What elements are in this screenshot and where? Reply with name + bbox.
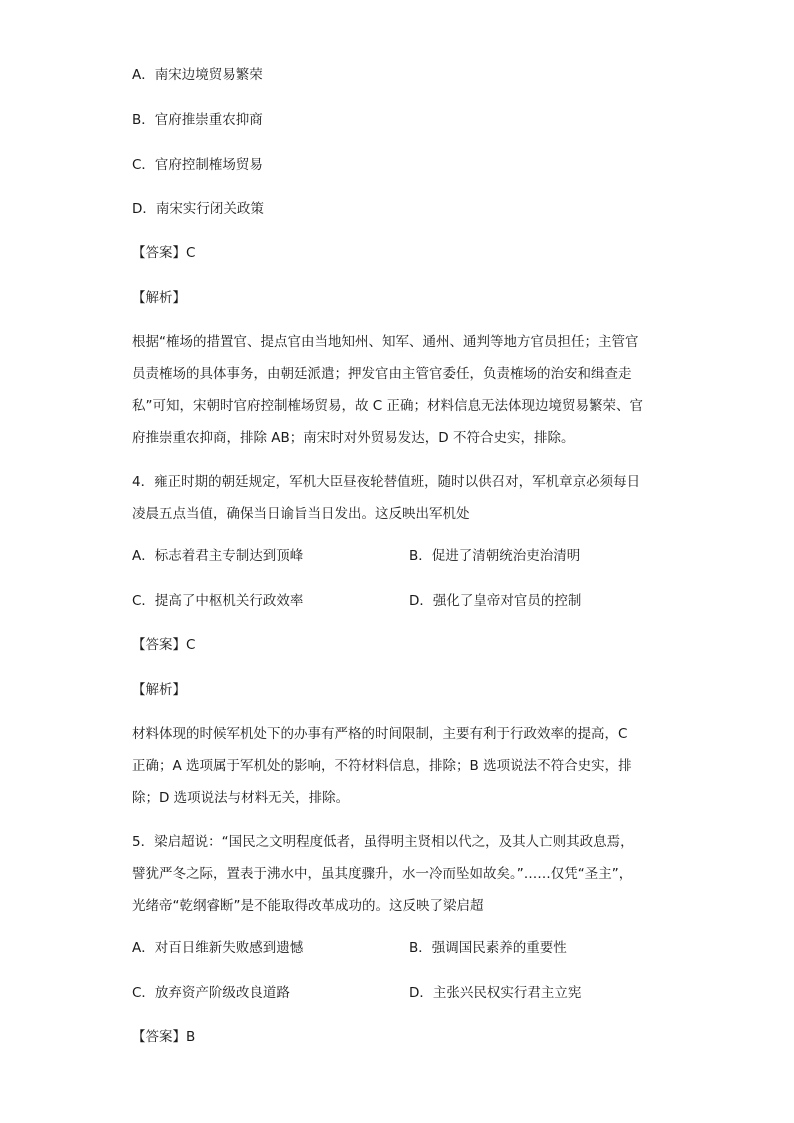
q4-analysis-label: 【解析】 xyxy=(132,682,186,698)
q4-analysis-line: 正确；A 选项属于军机处的影响，不符材料信息，排除；B 选项说法不符合史实，排 xyxy=(132,758,632,774)
q4-option-d: D．强化了皇帝对官员的控制 xyxy=(409,593,582,609)
q3-answer: 【答案】C xyxy=(132,245,196,261)
q4-option-a: A．标志着君主专制达到顶峰 xyxy=(132,548,304,564)
q3-option-a: A．南宋边境贸易繁荣 xyxy=(132,67,263,83)
q5-stem xyxy=(132,826,662,922)
q5-option-d: D．主张兴民权实行君主立宪 xyxy=(409,985,582,1001)
q4-option-b: B．促进了清朝统治吏治清明 xyxy=(409,548,581,564)
q3-option-d: D．南宋实行闭关政策 xyxy=(132,201,264,217)
q5-stem-line: 譬犹严冬之际，置表于沸水中，虽其度骤升，水一冷而坠如故矣。”……仅凭“圣主”， xyxy=(132,866,633,882)
q4-analysis-line: 材料体现的时候军机处下的办事有严格的时间限制，主要有利于行政效率的提高，C xyxy=(132,726,628,742)
q4-analysis xyxy=(132,718,662,814)
q4-answer: 【答案】C xyxy=(132,637,196,653)
q3-option-c: C．官府控制榷场贸易 xyxy=(132,157,263,173)
q3-analysis-line: 员责榷场的具体事务，由朝廷派遣；押发官由主管官委任，负责榷场的治安和缉查走 xyxy=(132,366,632,382)
q4-stem xyxy=(132,466,662,530)
q5-option-a: A．对百日维新失败感到遗憾 xyxy=(132,940,304,956)
q5-stem-line: 光绪帝“乾纲睿断”是不能取得改革成功的。这反映了梁启超 xyxy=(132,898,484,914)
q5-option-b: B．强调国民素养的重要性 xyxy=(409,940,567,956)
q3-option-b: B．官府推崇重农抑商 xyxy=(132,112,263,128)
q3-analysis-line: 根据“榷场的措置官、提点官由当地知州、知军、通州、通判等地方官员担任；主管官 xyxy=(132,334,639,350)
q4-stem-line: 凌晨五点当值，确保当日谕旨当日发出。这反映出军机处 xyxy=(132,506,470,522)
q3-analysis xyxy=(132,326,662,454)
q4-analysis-line: 除；D 选项说法与材料无关，排除。 xyxy=(132,790,350,806)
q4-stem-line: 4．雍正时期的朝廷规定，军机大臣昼夜轮替值班，随时以供召对，军机章京必须每日 xyxy=(132,474,641,490)
q5-answer: 【答案】B xyxy=(132,1029,196,1045)
q5-stem-line: 5．梁启超说：“国民之文明程度低者，虽得明主贤相以代之，及其人亡则其政息焉， xyxy=(132,834,634,850)
q4-option-c: C．提高了中枢机关行政效率 xyxy=(132,593,304,609)
q3-analysis-label: 【解析】 xyxy=(132,290,186,306)
q3-analysis-line: 私”可知，宋朝时官府控制榷场贸易，故 C 正确；材料信息无法体现边境贸易繁荣、官 xyxy=(132,398,644,414)
q5-option-c: C．放弃资产阶级改良道路 xyxy=(132,985,290,1001)
q3-analysis-line: 府推崇重农抑商，排除 AB；南宋时对外贸易发达，D 不符合史实，排除。 xyxy=(132,430,575,446)
